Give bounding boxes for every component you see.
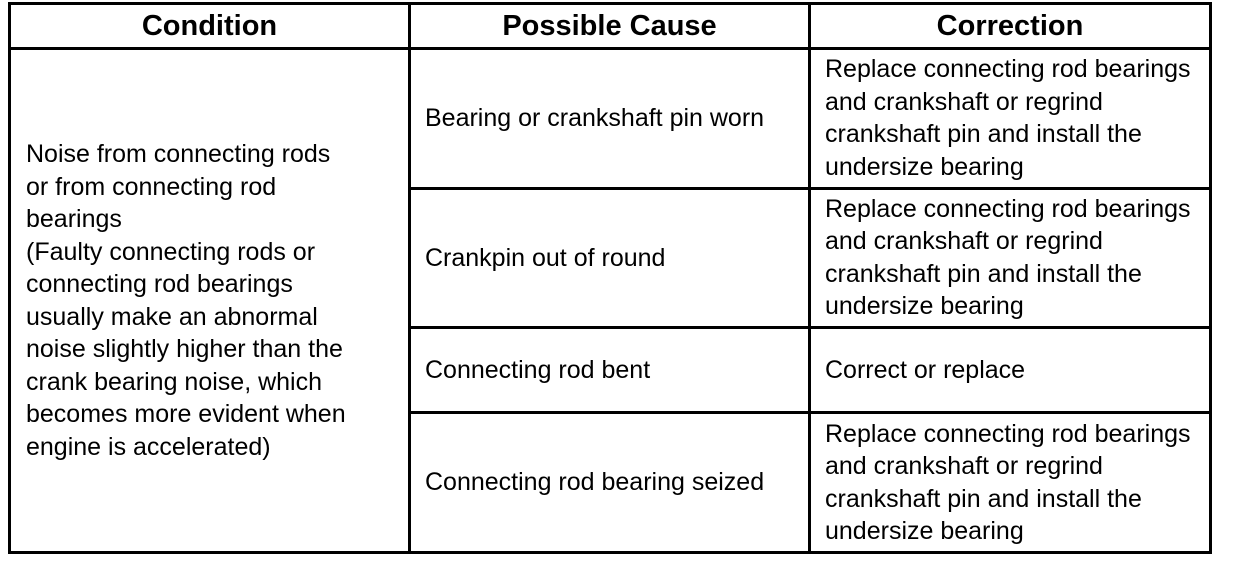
correction-cell: Replace connecting rod bearings and crankshaft or regrind crankshaft pin and install the undersize bearing: [810, 413, 1211, 553]
condition-line: bearings: [26, 205, 122, 233]
condition-line: usually make an abnormal: [26, 302, 318, 331]
correction-cell: Replace connecting rod bearings and crankshaft or regrind crankshaft pin and install the undersize bearing: [810, 49, 1211, 189]
header-condition: Condition: [10, 4, 410, 49]
header-correction: Correction: [810, 4, 1211, 49]
cause-cell: Connecting rod bent: [410, 328, 810, 413]
condition-line: (Faulty connecting rods or: [26, 237, 316, 266]
condition-line: crank bearing noise, which: [26, 367, 322, 396]
cause-cell: Bearing or crankshaft pin worn: [410, 49, 810, 189]
table-row: [10, 49, 1211, 189]
condition-line: Noise from connecting rods: [26, 140, 331, 168]
condition-line: noise slightly higher than the: [26, 335, 343, 363]
condition-line: connecting rod bearings: [26, 270, 293, 298]
cause-cell: Crankpin out of round: [410, 188, 810, 328]
condition-cell: [10, 49, 410, 553]
header-row: [10, 4, 1211, 49]
condition-line: or from connecting rod: [26, 172, 277, 201]
header-possible-cause: Possible Cause: [410, 4, 810, 49]
correction-cell: Replace connecting rod bearings and crankshaft or regrind crankshaft pin and install the undersize bearing: [810, 188, 1211, 328]
condition-line: becomes more evident when: [26, 400, 346, 428]
correction-cell: Correct or replace: [810, 328, 1211, 413]
troubleshooting-table: [8, 2, 1212, 554]
condition-line: engine is accelerated): [26, 432, 271, 461]
cause-cell: Connecting rod bearing seized: [410, 413, 810, 553]
